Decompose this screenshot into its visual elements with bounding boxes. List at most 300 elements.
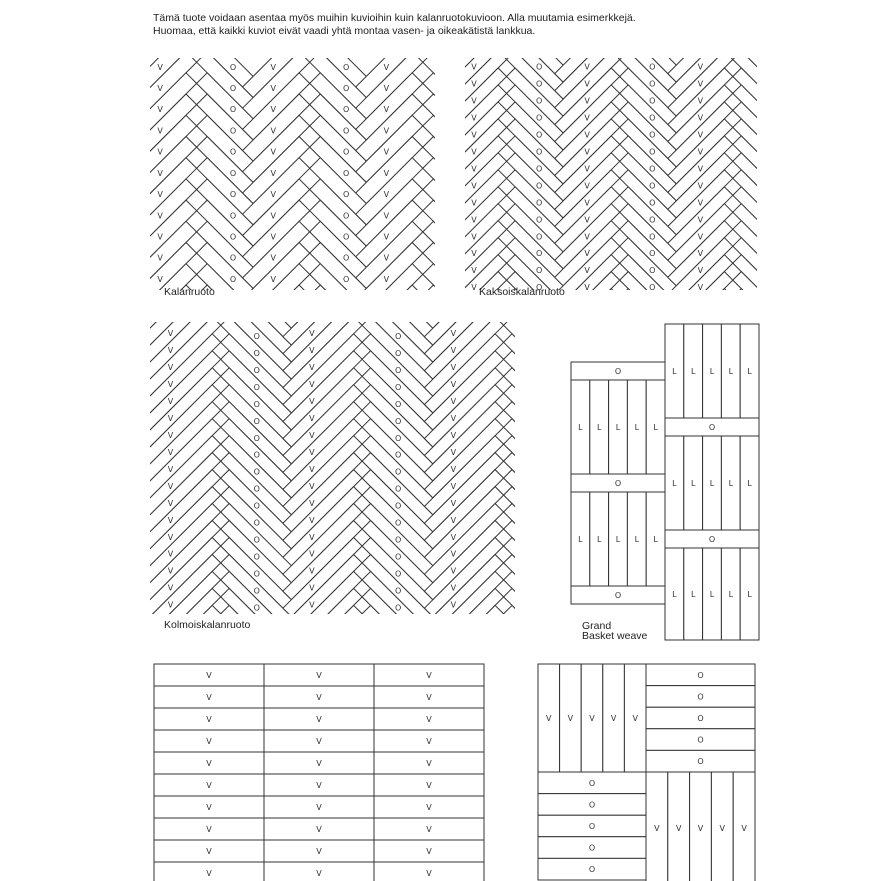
plank-mark: O: [535, 334, 543, 344]
plank-mark: V: [810, 418, 817, 428]
plank-mark: O: [112, 705, 119, 715]
plank-mark: O: [395, 654, 402, 664]
plank-mark: V: [316, 803, 322, 812]
plank-mark: V: [270, 168, 277, 178]
plank-mark: V: [167, 566, 174, 576]
plank-mark: O: [875, 486, 880, 496]
plank: [83, 179, 150, 246]
plank: [16, 391, 83, 458]
plank: [507, 306, 572, 371]
plank-mark: V: [157, 317, 163, 327]
plank-mark: V: [697, 215, 704, 225]
plank-mark: O: [253, 450, 260, 460]
plank-mark: V: [26, 430, 32, 440]
plank-mark: V: [383, 84, 390, 94]
plank-mark: V: [167, 413, 174, 423]
plank-mark: O: [588, 843, 596, 853]
plank-mark: V: [206, 671, 212, 680]
plank-mark: O: [395, 298, 402, 308]
plank: [79, 552, 158, 634]
plank-mark: O: [112, 331, 119, 341]
plank-mark: V: [810, 249, 817, 259]
plank-mark: V: [157, 62, 163, 72]
plank-mark: O: [697, 757, 704, 767]
plank: [846, 170, 880, 235]
plank-mark: O: [762, 62, 769, 72]
plank: [781, 51, 846, 116]
plank-mark: V: [426, 737, 432, 746]
plank-mark: O: [614, 591, 622, 600]
plank: [846, 85, 880, 150]
plank-mark: O: [649, 215, 656, 225]
plank: [781, 407, 846, 472]
plank-mark: O: [875, 300, 880, 310]
plank: [846, 407, 880, 472]
plank: [0, 402, 79, 481]
plank-mark: O: [422, 300, 430, 310]
plank-mark: O: [649, 147, 656, 157]
plank-mark: V: [810, 130, 817, 140]
plank-mark: V: [309, 464, 315, 474]
intro-line-2: Huomaa, että kaikki kuviot eivät vaadi yhtä montaa vasen- ja oikeakätistä lankkua.: [153, 25, 536, 37]
plank-mark: V: [584, 317, 590, 327]
plank-mark: O: [875, 45, 880, 55]
plank: [0, 351, 79, 433]
plank: [507, 424, 572, 489]
plank-mark: V: [26, 753, 32, 763]
plank: [83, 221, 150, 291]
plank: [846, 119, 880, 184]
plank: [846, 323, 880, 388]
plank-mark: V: [26, 651, 32, 661]
plank-mark: O: [116, 253, 123, 263]
plank-mark: O: [536, 569, 543, 579]
plank: [0, 622, 79, 701]
plank-mark: V: [167, 583, 174, 593]
plank: [781, 289, 846, 354]
plank-mark: V: [44, 381, 50, 391]
plank-mark: V: [450, 532, 457, 542]
plank-mark: O: [253, 552, 260, 562]
plank-mark: V: [44, 274, 50, 284]
plank-mark: O: [535, 351, 543, 361]
plank-mark: V: [584, 79, 590, 89]
plank-mark: O: [112, 637, 119, 647]
plank-mark: O: [535, 215, 543, 225]
plank: [0, 317, 79, 396]
plank: [846, 136, 880, 201]
plank-mark: V: [810, 334, 817, 344]
plank-mark: O: [649, 317, 656, 327]
plank-mark: V: [584, 351, 590, 361]
plank: [83, 391, 150, 458]
plank-mark: O: [762, 503, 769, 513]
plank-mark: O: [342, 84, 350, 94]
plank-mark: O: [762, 435, 769, 445]
plank: [0, 419, 79, 498]
plank-mark: V: [358, 317, 364, 327]
plank-mark: V: [44, 211, 50, 221]
plank-mark: O: [875, 469, 880, 479]
plank-mark: O: [112, 298, 119, 308]
plank: [781, 238, 846, 303]
plank-mark: V: [450, 430, 457, 440]
plank: [0, 283, 79, 362]
plank-mark: O: [536, 484, 543, 494]
plank-mark: V: [450, 329, 457, 339]
plank-mark: O: [112, 433, 119, 443]
plank-mark: O: [536, 586, 543, 596]
plank-mark: V: [309, 312, 315, 322]
plank-mark: V: [270, 84, 277, 94]
plank-mark: V: [471, 317, 477, 327]
plank: [79, 331, 158, 413]
plank-mark: V: [270, 274, 277, 284]
plank-mark: V: [810, 435, 817, 445]
plank-mark: O: [229, 168, 237, 178]
plank-mark: O: [535, 469, 543, 479]
plank-mark: L: [728, 479, 734, 488]
plank-mark: V: [316, 847, 322, 856]
plank-mark: V: [426, 671, 432, 680]
plank-mark: O: [112, 620, 119, 630]
plank: [79, 348, 158, 433]
plank: [79, 266, 158, 345]
plank-mark: O: [116, 402, 123, 412]
plank: [846, 357, 880, 422]
plank-mark: O: [112, 722, 119, 732]
plank-mark: V: [26, 736, 32, 746]
plank-mark: V: [157, 84, 163, 94]
plank: [79, 484, 158, 566]
plank-mark: V: [358, 418, 364, 428]
plank: [79, 673, 158, 752]
plank: [846, 221, 880, 286]
plank: [16, 179, 83, 246]
plank-mark: V: [157, 190, 163, 200]
plank: [0, 639, 79, 718]
plank: [0, 385, 79, 464]
plank-mark: O: [116, 359, 123, 369]
plank-mark: O: [253, 484, 260, 494]
plank-mark: O: [116, 84, 123, 94]
plank: [0, 707, 79, 786]
plank-mark: V: [426, 693, 432, 702]
plank: [507, 441, 572, 506]
plank-mark: V: [675, 824, 682, 833]
plank-mark: O: [875, 401, 880, 411]
plank: [16, 115, 83, 182]
plank: [79, 588, 158, 667]
plank-mark: V: [26, 787, 32, 797]
plank-mark: O: [229, 84, 237, 94]
plank: [0, 724, 79, 803]
plank-mark: O: [253, 569, 260, 579]
plank-mark: O: [116, 423, 123, 433]
plank-mark: V: [26, 549, 32, 559]
plank-mark: V: [496, 359, 503, 369]
plank-mark: O: [762, 418, 769, 428]
plank: [83, 285, 150, 352]
plank-mark: V: [309, 583, 315, 593]
plank-mark: O: [535, 401, 543, 411]
plank-mark: O: [536, 382, 543, 392]
plank-mark: V: [697, 130, 704, 140]
plank: [83, 306, 150, 373]
plank: [79, 571, 158, 650]
plank-mark: O: [762, 232, 769, 242]
plank-mark: V: [44, 105, 50, 115]
plank-mark: V: [383, 105, 390, 115]
plank: [79, 283, 158, 362]
plank-mark: V: [697, 232, 704, 242]
plank-mark: V: [584, 300, 590, 310]
plank: [0, 555, 79, 634]
plank-mark: V: [584, 266, 590, 276]
plank-mark: V: [471, 45, 477, 55]
plank-mark: V: [358, 469, 364, 479]
plank-mark: V: [426, 869, 432, 878]
plank-mark: V: [697, 147, 704, 157]
plank: [781, 390, 846, 455]
plank: [781, 221, 846, 286]
plank-mark: V: [309, 363, 315, 373]
plank: [79, 690, 158, 769]
plank: [781, 170, 846, 235]
plank-mark: O: [116, 338, 123, 348]
plank: [0, 334, 79, 413]
plank: [555, 289, 620, 354]
plank-mark: V: [450, 566, 457, 576]
plank-mark: V: [206, 715, 212, 724]
plank-mark: L: [690, 479, 696, 488]
plank-mark: V: [450, 413, 457, 423]
plank-mark: V: [697, 113, 704, 123]
plank-mark: V: [167, 600, 174, 610]
plank-mark: V: [496, 381, 503, 391]
plank-mark: V: [584, 249, 590, 259]
plank: [79, 605, 158, 684]
plank-mark: V: [358, 300, 364, 310]
plank-mark: V: [44, 317, 50, 327]
plank: [83, 349, 150, 416]
plank: [846, 424, 880, 489]
plank-mark: O: [342, 274, 350, 284]
plank-mark: V: [26, 532, 32, 542]
plank-mark: V: [697, 249, 704, 259]
plank-mark: O: [395, 518, 402, 528]
plank-mark: O: [875, 79, 880, 89]
plank-mark: O: [253, 382, 260, 392]
plank-mark: O: [762, 266, 769, 276]
plank: [781, 187, 846, 252]
plank: [79, 433, 158, 515]
plank-mark: O: [395, 586, 402, 596]
plank-mark: O: [875, 283, 880, 293]
plank-mark: V: [206, 847, 212, 856]
plank-mark: V: [26, 566, 32, 576]
plank-mark: O: [342, 62, 350, 72]
plank-mark: O: [569, 338, 576, 348]
plank-mark: V: [719, 824, 726, 833]
plank-mark: O: [112, 603, 119, 613]
plank-mark: V: [316, 737, 322, 746]
plank-mark: O: [342, 168, 350, 178]
plank-mark: O: [762, 113, 769, 123]
plank-mark: V: [44, 84, 50, 94]
plank-mark: O: [342, 232, 350, 242]
plank-mark: O: [253, 433, 260, 443]
plank-mark: O: [116, 126, 123, 136]
plank-mark: V: [309, 549, 315, 559]
plank-mark: O: [112, 671, 119, 681]
plank-mark: V: [450, 312, 457, 322]
plank: [0, 436, 79, 515]
plank-mark: O: [229, 232, 237, 242]
plank-mark: V: [654, 824, 660, 833]
plank-mark: V: [810, 351, 817, 361]
plank-mark: O: [395, 399, 402, 409]
plank: [16, 243, 83, 310]
plank-mark: O: [762, 385, 769, 395]
plank-mark: O: [456, 105, 463, 115]
plank-mark: V: [167, 498, 174, 508]
plank-mark: V: [157, 168, 163, 178]
plank-mark: O: [395, 450, 402, 460]
plank: [846, 255, 880, 320]
plank-mark: O: [253, 348, 260, 358]
plank: [79, 382, 158, 464]
plank: [16, 52, 83, 119]
plank-mark: O: [649, 79, 656, 89]
plank-mark: O: [762, 469, 769, 479]
plank-mark: L: [634, 423, 640, 432]
plank-mark: V: [26, 447, 32, 457]
plank-mark: O: [112, 416, 119, 426]
plank-mark: O: [395, 365, 402, 375]
plank-mark: V: [26, 329, 32, 339]
plank-mark: V: [383, 296, 390, 306]
plank-mark: O: [253, 365, 260, 375]
plank-mark: O: [253, 620, 260, 630]
plank-mark: O: [697, 714, 704, 723]
plank-mark: V: [471, 164, 477, 174]
plank-mark: O: [875, 181, 880, 191]
plank-mark: O: [395, 484, 402, 494]
plank-mark: V: [270, 253, 277, 263]
plank: [16, 200, 83, 267]
plank-mark: V: [270, 126, 277, 136]
plank-mark: O: [762, 215, 769, 225]
plank-mark: V: [157, 296, 163, 306]
plank-mark: V: [697, 283, 704, 293]
plank: [79, 707, 158, 786]
plank: [79, 724, 158, 803]
plank-mark: O: [229, 147, 237, 157]
plank: [781, 272, 846, 337]
plank-mark: O: [649, 300, 656, 310]
plank: [781, 153, 846, 218]
plank: [781, 373, 846, 438]
plank-mark: O: [422, 113, 430, 123]
plank-mark: O: [875, 266, 880, 276]
plank-mark: V: [450, 600, 457, 610]
plank-mark: V: [44, 190, 50, 200]
plank-mark: O: [536, 603, 543, 613]
plank: [79, 622, 158, 701]
plank-mark: L: [709, 590, 715, 599]
plank: [83, 94, 150, 161]
plank-mark: O: [456, 232, 463, 242]
plank-mark: V: [44, 359, 50, 369]
plank-mark: O: [229, 105, 237, 115]
plank-mark: O: [875, 435, 880, 445]
plank-mark: V: [26, 380, 32, 390]
plank-mark: O: [535, 79, 543, 89]
caption-basket-weave: Basket weave: [582, 630, 648, 642]
plank: [79, 501, 158, 583]
plank-mark: O: [875, 164, 880, 174]
plank: [83, 137, 150, 204]
plank: [79, 535, 158, 617]
plank-mark: O: [535, 249, 543, 259]
plank-mark: V: [450, 617, 457, 627]
plank: [16, 370, 83, 437]
plank-mark: V: [167, 312, 174, 322]
plank: [0, 487, 79, 566]
plank-mark: V: [471, 79, 477, 89]
plank-mark: V: [26, 515, 32, 525]
plank-mark: V: [383, 168, 390, 178]
plank-mark: O: [395, 637, 402, 647]
plank-mark: L: [747, 479, 752, 488]
plank-mark: V: [450, 295, 457, 305]
plank: [846, 390, 880, 455]
plank-mark: V: [309, 566, 315, 576]
plank-mark: O: [762, 249, 769, 259]
plank-mark: V: [26, 719, 32, 729]
plank-mark: O: [535, 130, 543, 140]
plank-mark: O: [253, 637, 260, 647]
plank-mark: O: [588, 778, 596, 788]
plank-mark: V: [157, 147, 163, 157]
plank-mark: O: [395, 433, 402, 443]
plank-mark: O: [762, 486, 769, 496]
plank-mark: O: [535, 164, 543, 174]
plank-mark: O: [112, 501, 119, 511]
caption-double-herringbone: Kaksoiskalanruoto: [479, 286, 565, 298]
plank-mark: V: [584, 181, 590, 191]
plank-mark: V: [810, 62, 817, 72]
plank-mark: O: [569, 317, 576, 327]
plank-mark: V: [697, 824, 704, 833]
plank: [0, 673, 79, 752]
plank-mark: V: [383, 211, 390, 221]
plank-mark: V: [26, 464, 32, 474]
plank-mark: V: [270, 296, 277, 306]
plank-mark: V: [26, 668, 32, 678]
plank-mark: V: [309, 617, 315, 627]
plank-mark: O: [875, 368, 880, 378]
plank-mark: O: [697, 670, 704, 680]
plank-mark: O: [762, 45, 769, 55]
plank: [781, 475, 846, 540]
plank-mark: V: [589, 714, 595, 723]
plank-mark: O: [422, 198, 430, 208]
plank: [79, 518, 158, 600]
plank-mark: O: [112, 535, 119, 545]
plank: [16, 349, 83, 416]
